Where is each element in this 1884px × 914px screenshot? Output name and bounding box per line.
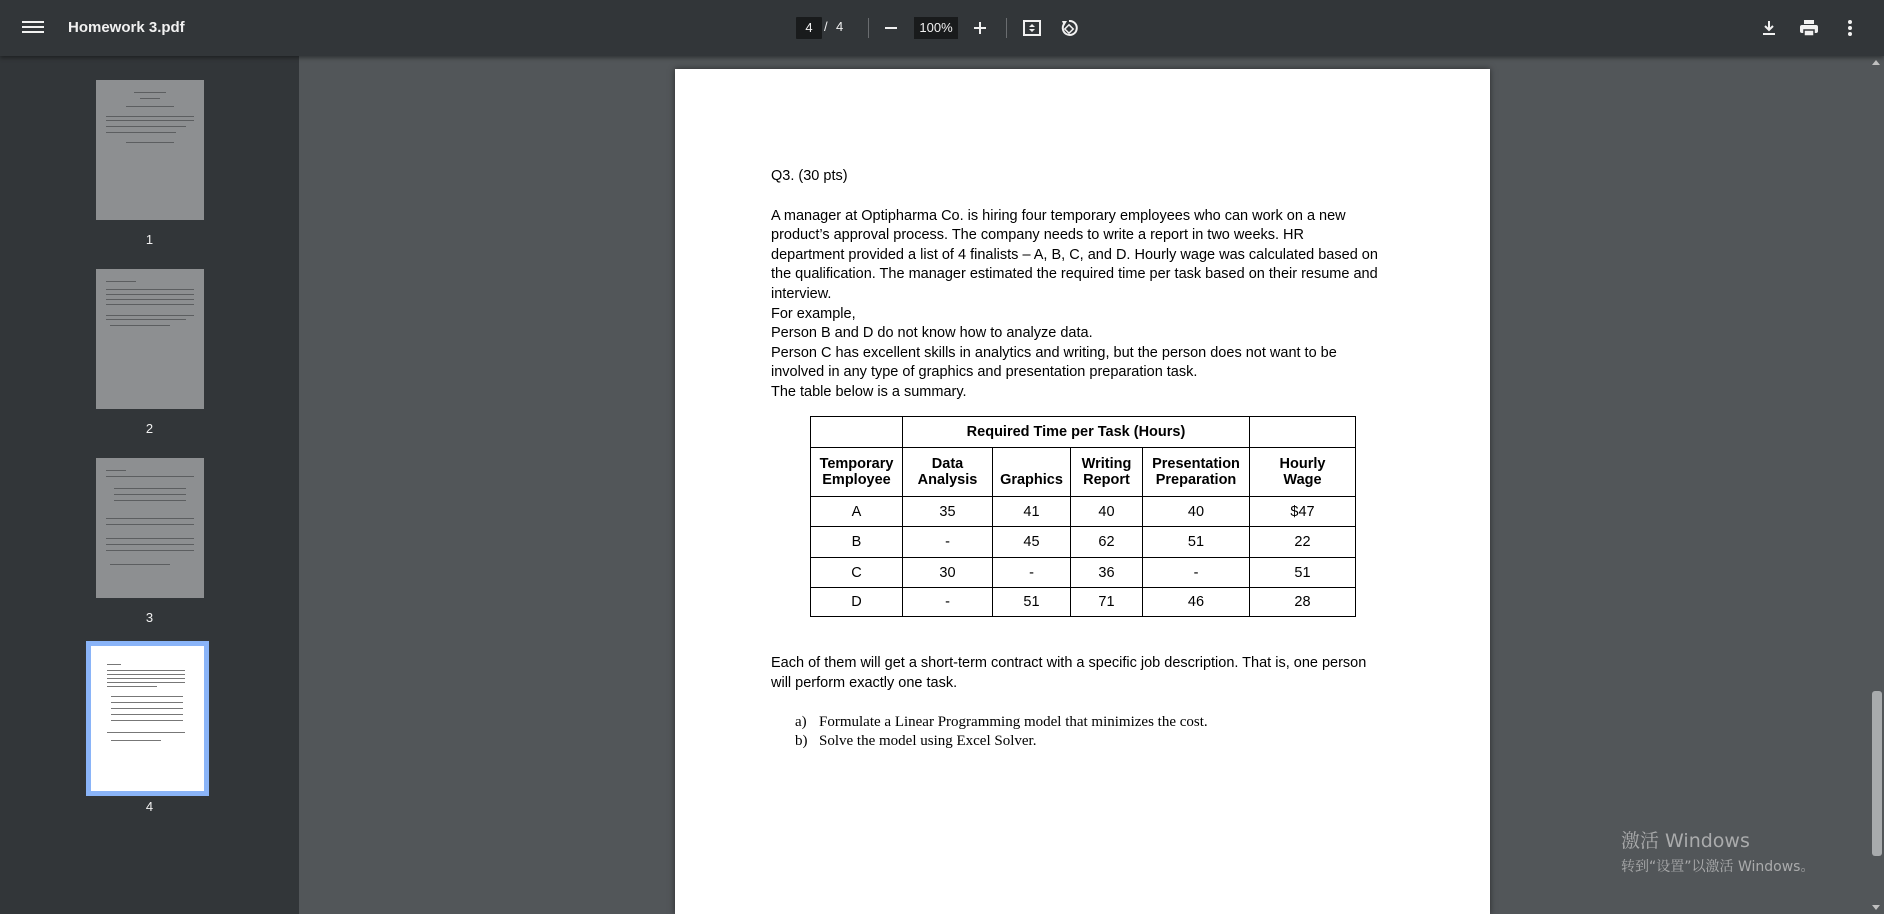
rotate-icon (1059, 18, 1079, 38)
text-line: For example, (771, 305, 856, 322)
table-cell: 51 (1143, 527, 1250, 558)
text-line: Each of them will get a short-term contract with a specific job description. That is, one person (771, 655, 1367, 671)
table-cell: 51 (1250, 558, 1356, 588)
column-header: Graphics (993, 448, 1071, 497)
column-header: Temporary Employee (811, 448, 903, 497)
document-body (771, 167, 1411, 403)
table-cell: 62 (1071, 527, 1143, 558)
column-header: Data Analysis (903, 448, 993, 497)
part-label: b) (795, 732, 808, 749)
table-cell: 35 (903, 497, 993, 527)
closing-paragraph (771, 654, 1411, 693)
thumbnail-label: 2 (145, 421, 154, 436)
empty-cell (811, 417, 903, 448)
table-cell: C (811, 558, 903, 588)
table-cell: B (811, 527, 903, 558)
table-row (811, 588, 1356, 617)
list-item (795, 732, 1208, 751)
menu-icon[interactable] (22, 18, 44, 38)
windows-activation-watermark (1621, 826, 1814, 876)
page-thumbnail-2[interactable] (96, 269, 204, 409)
watermark-subtitle: 转到“设置”以激活 Windows。 (1621, 859, 1815, 875)
page-number-input[interactable]: 4 (796, 17, 822, 39)
text-line: product’s approval process. The company needs to write a report in two weeks. HR (771, 227, 1305, 244)
print-icon (1799, 19, 1819, 37)
scroll-down-icon[interactable] (1872, 905, 1880, 910)
table-row (811, 558, 1356, 588)
thumbnail-sidebar (0, 56, 299, 914)
table-cell: 22 (1250, 527, 1356, 558)
page-thumbnail-3[interactable] (96, 458, 204, 598)
table-cell: 40 (1071, 497, 1143, 527)
text-line: The table below is a summary. (771, 383, 967, 400)
thumbnail-label: 3 (145, 610, 154, 625)
list-item (795, 713, 1208, 732)
part-label: a) (795, 714, 807, 730)
text-line: Person B and D do not know how to analyze data. (771, 325, 1093, 342)
zoom-out-button[interactable] (877, 14, 905, 42)
vertical-scrollbar[interactable] (1868, 56, 1884, 914)
table-cell: - (1143, 558, 1250, 588)
zoom-in-button[interactable] (966, 14, 994, 42)
column-header: Presentation Preparation (1143, 448, 1250, 497)
page-thumbnail-1[interactable] (96, 80, 204, 220)
column-header: Writing Report (1071, 448, 1143, 497)
more-vert-icon (1847, 19, 1853, 37)
print-button[interactable] (1795, 14, 1823, 42)
column-header: Hourly Wage (1250, 448, 1356, 497)
document-title: Homework 3.pdf (68, 19, 185, 36)
question-heading: Q3. (30 pts) (771, 168, 848, 184)
download-button[interactable] (1755, 14, 1783, 42)
rotate-button[interactable] (1055, 14, 1083, 42)
table-row (811, 527, 1356, 558)
table-cell: 46 (1143, 588, 1250, 617)
table-cell: 41 (993, 497, 1071, 527)
group-header: Required Time per Task (Hours) (903, 417, 1250, 448)
table-cell: 40 (1143, 497, 1250, 527)
table-cell: 51 (993, 588, 1071, 617)
table-cell: - (993, 558, 1071, 588)
empty-cell (1250, 417, 1356, 448)
table-cell: - (903, 527, 993, 558)
summary-table (810, 416, 1356, 617)
question-parts (795, 713, 1208, 750)
thumbnail-label: 1 (145, 232, 154, 247)
text-line: will perform exactly one task. (771, 674, 958, 691)
table-cell: 28 (1250, 588, 1356, 617)
more-actions-button[interactable] (1836, 14, 1864, 42)
zoom-out-icon (883, 20, 899, 36)
table-cell: 36 (1071, 558, 1143, 588)
fit-page-button[interactable] (1018, 14, 1046, 42)
page-thumbnail-4[interactable] (91, 646, 204, 791)
text-line: department provided a list of 4 finalists – A, B, C, and D. Hourly wage was calculated based on (771, 246, 1378, 263)
table-cell: 45 (993, 527, 1071, 558)
scroll-up-icon[interactable] (1872, 60, 1880, 65)
table-cell: - (903, 588, 993, 617)
table-row (811, 497, 1356, 527)
part-text: Solve the model using Excel Solver. (819, 732, 1037, 749)
table-cell: $47 (1250, 497, 1356, 527)
text-line: Person C has excellent skills in analytics and writing, but the person does not want to be (771, 344, 1337, 361)
zoom-in-icon (972, 20, 988, 36)
table-cell: 30 (903, 558, 993, 588)
table-cell: D (811, 588, 903, 617)
zoom-level-input[interactable]: 100% (914, 17, 958, 39)
fit-page-icon (1022, 18, 1042, 38)
text-line: the qualification. The manager estimated the required time per task based on their resume and (771, 266, 1378, 283)
watermark-title: 激活 Windows (1621, 830, 1750, 852)
download-icon (1760, 19, 1778, 37)
thumbnail-label: 4 (145, 799, 154, 814)
pdf-toolbar (0, 0, 1884, 56)
text-line: A manager at Optipharma Co. is hiring four temporary employees who can work on a new (771, 207, 1346, 224)
pdf-page (675, 69, 1490, 914)
scrollbar-thumb[interactable] (1872, 691, 1882, 856)
text-line: interview. (771, 285, 832, 302)
total-pages: 4 (836, 19, 844, 34)
toolbar-divider (868, 18, 869, 38)
table-cell: A (811, 497, 903, 527)
table-cell: 71 (1071, 588, 1143, 617)
toolbar-divider (1006, 18, 1007, 38)
page-separator: / (824, 19, 828, 34)
part-text: Formulate a Linear Programming model that minimizes the cost. (819, 714, 1208, 730)
text-line: involved in any type of graphics and presentation preparation task. (771, 364, 1198, 381)
